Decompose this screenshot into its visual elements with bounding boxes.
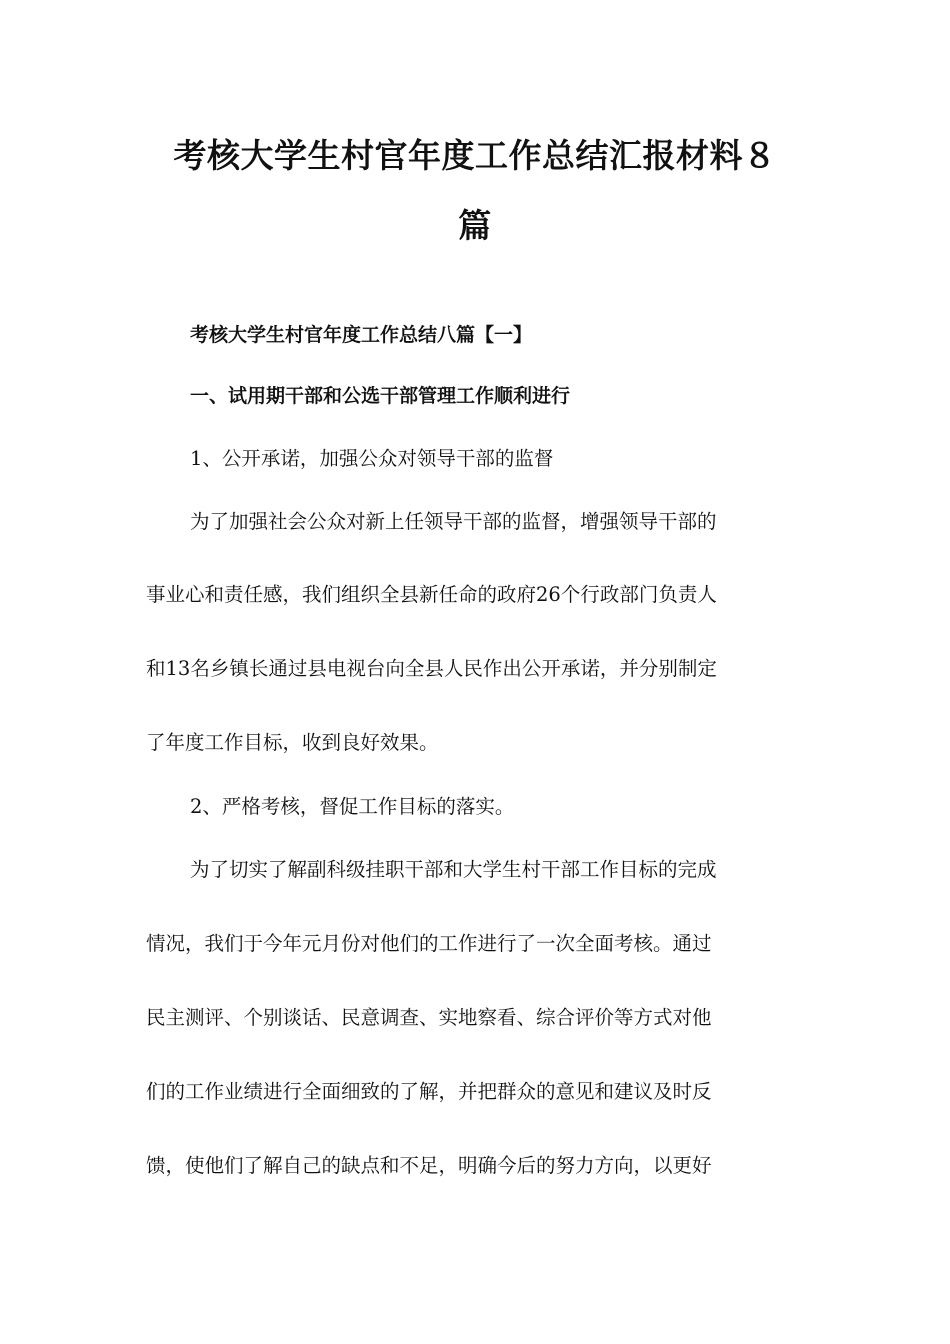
item2-heading: 2、严格考核，督促工作目标的落实。 <box>190 795 515 818</box>
document-title-line-1: 考核大学生村官年度工作总结汇报材料８ <box>173 136 777 175</box>
paragraph-line: 为了切实了解副科级挂职干部和大学生村干部工作目标的完成 <box>190 858 717 881</box>
paragraph-line: 们的工作业绩进行全面细致的了解，并把群众的意见和建议及时反 <box>146 1080 712 1103</box>
paragraph-line: 了年度工作目标，收到良好效果。 <box>146 731 439 754</box>
paragraph-line: 事业心和责任感，我们组织全县新任命的政府26个行政部门负责人 <box>146 583 717 606</box>
document-title-line-2: 篇 <box>458 206 492 245</box>
paragraph-line: 和13名乡镇长通过县电视台向全县人民作出公开承诺，并分别制定 <box>146 657 717 680</box>
paragraph-line: 为了加强社会公众对新上任领导干部的监督，增强领导干部的 <box>190 510 717 533</box>
subheading: 一、试用期干部和公选干部管理工作顺利进行 <box>190 385 571 407</box>
paragraph-line: 情况，我们于今年元月份对他们的工作进行了一次全面考核。通过 <box>146 932 712 955</box>
paragraph-line: 馈，使他们了解自己的缺点和不足，明确今后的努力方向，以更好 <box>146 1154 712 1177</box>
item1-heading: 1、公开承诺，加强公众对领导干部的监督 <box>190 447 554 470</box>
paragraph-line: 民主测评、个别谈话、民意调查、实地察看、综合评价等方式对他 <box>146 1006 712 1029</box>
section-heading: 考核大学生村官年度工作总结八篇【一】 <box>190 324 533 346</box>
